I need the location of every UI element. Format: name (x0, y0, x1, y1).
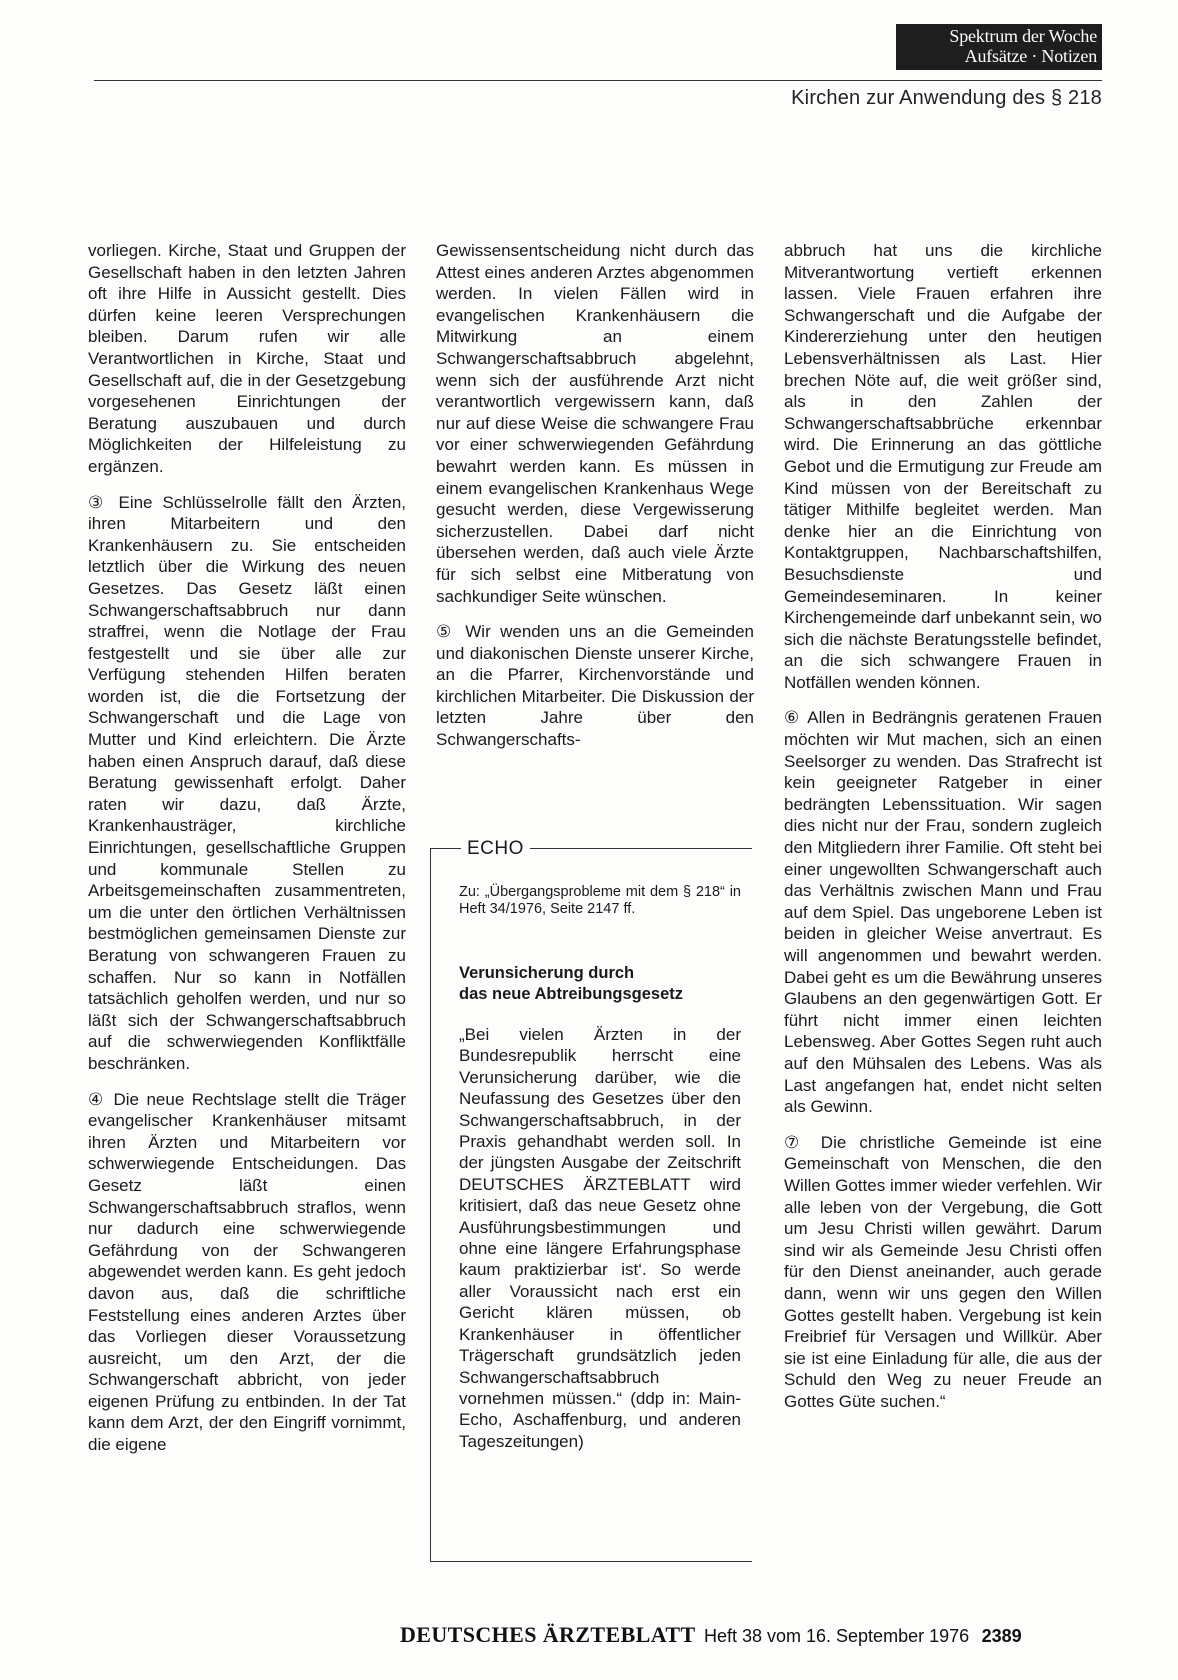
echo-headline (459, 963, 741, 1005)
echo-frame-line (431, 848, 461, 849)
journal-name: DEUTSCHES ÄRZTEBLATT (400, 1622, 696, 1647)
section-label-line2: Aufsätze · Notizen (964, 46, 1097, 66)
paragraph: ⑥ Allen in Bedrängnis geratenen Frauen möchten wir Mut machen, sich an einen Seelsorger zu wenden. Das Strafrecht ist kein geeigneter Ratgeber in einer bedrängten Lebenssituation. Wir sagen dies nicht nur der Frau, sondern zugleich den Mitgliedern ihrer Familie. Oft steht bei einer ungewollten Schwangerschaft auch das Verhältnis zwischen Mann und Frau auf dem Spiel. Das ungeborene Leben ist beiden in gleicher Weise anvertraut. Es will angenommen und bewahrt werden. Dabei geht es um die Bewährung unseres Glaubens an den gegenwärtigen Gott. Er führt nicht immer einen leichten Lebensweg. Aber Gottes Segen ruht auch auf den Mühsalen des Lebens. Was als Last angefangen hat, endet nicht selten als Gewinn. (784, 708, 1102, 1117)
echo-box (430, 838, 752, 1562)
paragraph: Gewissensentscheidung nicht durch das Attest eines anderen Arztes abgenommen werden. In vielen Fällen wird in evangelischen Krankenhäusern die Mitwirkung an einem Schwangerschaftsabbruch abgelehnt, wenn sich der ausführende Arzt nicht verantwortlich vergewissern kann, daß nur auf diese Weise die schwangere Frau vor einer schwerwiegenden Gefährdung bewahrt werden kann. Es müssen in einem evangelischen Krankenhaus Wege gesucht werden, diese Vergewisserung sicherzustellen. Dabei darf nicht übersehen werden, daß auch viele Ärzte für sich selbst eine Mitberatung von sachkundiger Seite wünschen. (436, 241, 754, 606)
page-footer (400, 1622, 1022, 1648)
echo-body: „Bei vielen Ärzten in der Bundesrepublik herrscht eine Verunsicherung darüber, wie die Neufassung des Gesetzes über den Schwangerschaftsabbruch, in der Praxis gehandhabt werden soll. In der jüngsten Ausgabe der Zeitschrift DEUTSCHES ÄRZTEBLATT wird kritisiert, daß das neue Gesetz ohne Ausführungsbestimmungen und ohne eine längere Erfahrungsphase kaum praktizierbar ist‘. So werde aller Voraussicht nach erst ein Gericht klären müssen, ob Krankenhäuser in öffentlicher Trägerschaft grundsätzlich jeden Schwangerschaftsabbruch vornehmen müssen.“ (ddp in: Main-Echo, Aschaffenburg, und anderen Tageszeitungen) (459, 1025, 741, 1451)
paragraph: abbruch hat uns die kirchliche Mitverantwortung vertieft erkennen lassen. Viele Frauen erfahren ihre Schwangerschaft und die Aufgabe der Kindererziehung unter den heutigen Lebensverhältnissen als Last. Hier brechen Nöte auf, die weit größer sind, als in den Zahlen der Schwangerschaftsabbrüche erkennbar wird. Die Erinnerung an das göttliche Gebot und die Ermutigung zur Freude am Kind müssen von der Bereitschaft zu tätiger Mithilfe begleitet werden. Man denke hier an die Einrichtung von Kontaktgruppen, Nachbarschaftshilfen, Besuchsdienste und Gemeindeseminaren. In keiner Kirchengemeinde darf unbekannt sein, wo sich die nächste Beratungsstelle befindet, an die sich schwangere Frauen in Notfällen wenden können. (784, 241, 1102, 692)
running-title: Kirchen zur Anwendung des § 218 (791, 87, 1102, 109)
page-number: 2389 (981, 1626, 1022, 1646)
echo-label: ECHO (461, 838, 530, 860)
echo-headline-line: das neue Abtreibungsgesetz (459, 985, 684, 1003)
article-column-2 (436, 240, 754, 765)
echo-reference: Zu: „Übergangsprobleme mit dem § 218“ in Heft 34/1976, Seite 2147 ff. (459, 884, 741, 917)
paragraph: ③ Eine Schlüsselrolle fällt den Ärzten, ihren Mitarbeitern und den Krankenhäusern zu. Sie entscheiden letztlich über die Wirkung des neuen Gesetzes. Das Gesetz läßt einen Schwangerschaftsabbruch nur dann straffrei, wenn die Notlage der Frau festgestellt und sie über alle zur Verfügung stehenden Hilfen beraten worden ist, die die Fortsetzung der Schwangerschaft und die Lage von Mutter und Kind erleichtern. Die Ärzte haben einen Anspruch darauf, daß diese Beratung gewissenhaft erfolgt. Daher raten wir dazu, daß Ärzte, Krankenhausträger, kirchliche Einrichtungen, gesellschaftliche Gruppen und kommunale Stellen zu Arbeitsgemeinschaften zusammentreten, um die unter den örtlichen Verhältnissen bestmöglichen gemeinsamen Dienste zur Beratung von schwangeren Frauen zu schaffen. Nur so kann in Notfällen tatsächlich geholfen werden, und nur so läßt sich der Schwangerschaftsabbruch auf die schwerwiegenden Konfliktfälle beschränken. (88, 492, 406, 1073)
paragraph: ⑤ Wir wenden uns an die Gemeinden und diakonischen Dienste unserer Kirche, an die Pfarrer, Kirchenvorstände und kirchlichen Mitarbeiter. Die Diskussion der letzten Jahre über den Schwangerschafts- (436, 622, 754, 750)
paragraph: vorliegen. Kirche, Staat und Gruppen der Gesellschaft haben in den letzten Jahren oft ihre Hilfe in Aussicht gestellt. Dies dürfen keine leeren Versprechungen bleiben. Darum rufen wir alle Verantwortlichen in Kirche, Staat und Gesellschaft auf, die in der Gesetzgebung vorgesehenen Einrichtungen der Beratung auszubauen und durch Möglichkeiten der Hilfeleistung zu ergänzen. (88, 241, 406, 476)
echo-headline-line: Verunsicherung durch (459, 964, 635, 982)
issue-info: Heft 38 vom 16. September 1976 (703, 1626, 970, 1646)
article-column-1 (88, 240, 406, 1470)
paragraph: ⑦ Die christliche Gemeinde ist eine Gemeinschaft von Menschen, die den Willen Gottes immer wieder verfehlen. Wir alle leben von der Vergebung, die Gott um Jesu Christi willen gewährt. Darum sind wir als Gemeinde Jesu Christi offen für den Dienst aneinander, auch gerade dann, wenn wir uns gegen den Willen Gottes gestellt haben. Vergebung ist kein Freibrief für Versagen und Willkür. Aber sie ist eine Einladung für alle, die aus der Schuld den Weg zu neuer Freude an Gottes Güte suchen.“ (784, 1132, 1102, 1411)
article-column-3 (784, 240, 1102, 1426)
echo-frame-line (521, 848, 752, 849)
section-label-line1: Spektrum der Woche (949, 26, 1097, 46)
paragraph: ④ Die neue Rechtslage stellt die Träger evangelischer Krankenhäuser mitsamt ihren Ärzten und Mitarbeitern vor schwerwiegende Entscheidungen. Das Gesetz läßt einen Schwangerschaftsabbruch straflos, wenn nur dadurch eine schwerwiegende Gefährdung von der Schwangeren abgewendet werden kann. Es geht jedoch davon aus, daß die schriftliche Feststellung eines anderen Arztes über das Vorliegen dieser Voraussetzung ausreicht, um den Arzt, der die Schwangerschaft abbricht, von jeder eigenen Prüfung zu entbinden. In der Tat kann dem Arzt, der den Eingriff vornimmt, die eigene (88, 1089, 406, 1455)
section-badge (896, 24, 1102, 70)
header-rule (94, 80, 1102, 81)
